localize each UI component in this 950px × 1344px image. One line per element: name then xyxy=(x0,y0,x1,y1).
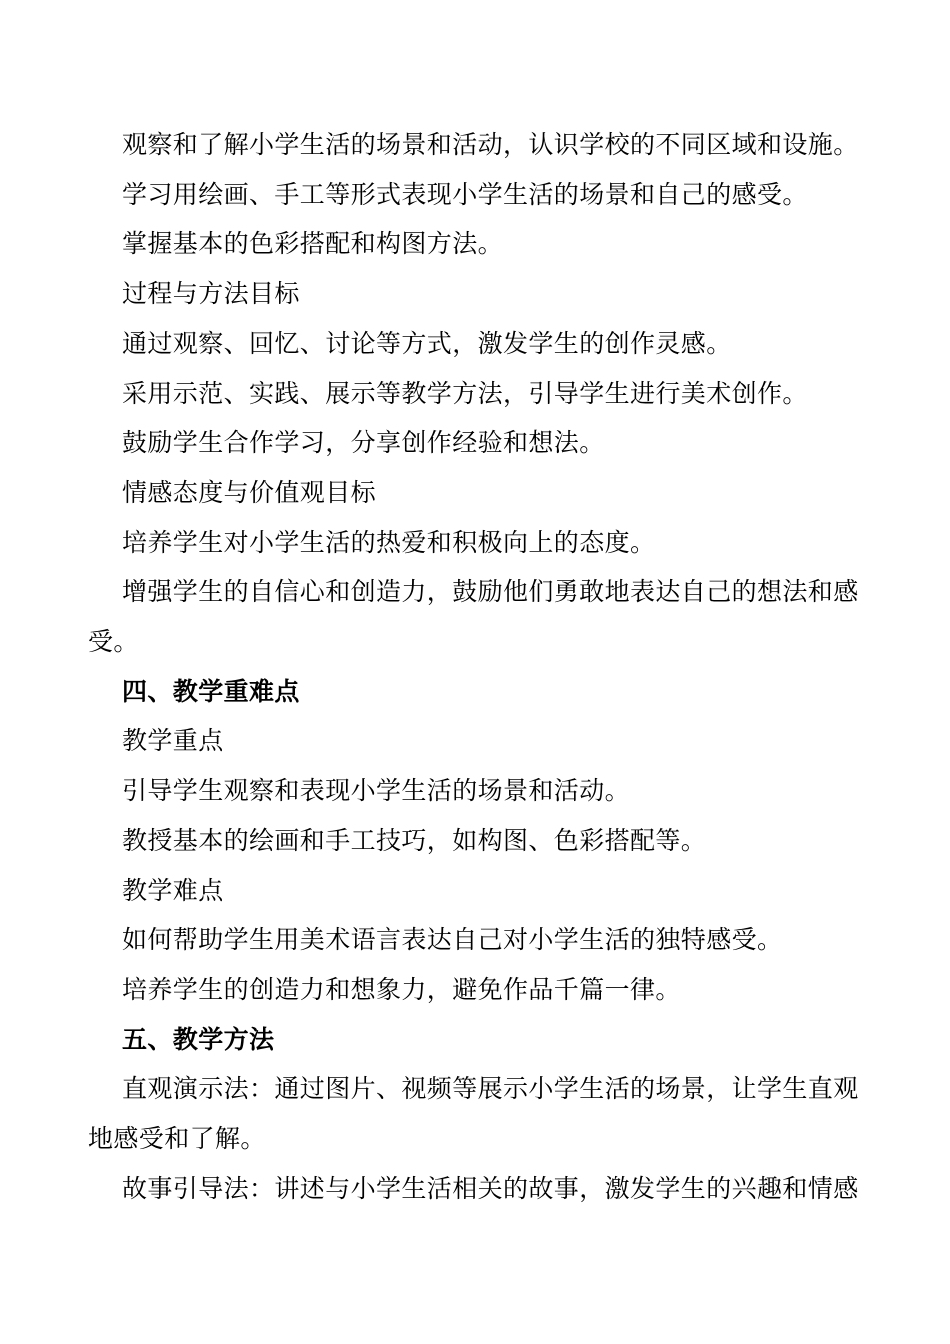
paragraph-visual-demonstration: 直观演示法：通过图片、视频等展示小学生活的场景，让学生直观地感受和了解。 xyxy=(88,1074,859,1154)
paragraph-guide-observation: 引导学生观察和表现小学生活的场景和活动。 xyxy=(122,776,631,806)
paragraph-teach-basic-skills: 教授基本的绘画和手工技巧，如构图、色彩搭配等。 xyxy=(122,825,707,855)
document-body xyxy=(88,120,863,1213)
paragraph-observe-school-life: 观察和了解小学生活的场景和活动，认识学校的不同区域和设施。 xyxy=(122,130,859,159)
paragraph-inspire-creativity: 通过观察、回忆、讨论等方式，激发学生的创作灵感。 xyxy=(122,328,732,358)
paragraph-avoid-uniform-works: 培养学生的创造力和想象力，避免作品千篇一律。 xyxy=(122,974,681,1004)
subheading-process-method-goals: 过程与方法目标 xyxy=(122,279,300,309)
paragraph-love-school-life: 培养学生对小学生活的热爱和积极向上的态度。 xyxy=(122,527,656,557)
subheading-teaching-focus: 教学重点 xyxy=(122,726,224,756)
heading-key-difficult-points: 四、教学重难点 xyxy=(122,676,300,706)
heading-teaching-methods: 五、教学方法 xyxy=(122,1024,275,1054)
paragraph-cooperative-learning: 鼓励学生合作学习，分享创作经验和想法。 xyxy=(122,428,605,458)
paragraph-teaching-methods-demo: 采用示范、实践、展示等教学方法，引导学生进行美术创作。 xyxy=(122,378,808,408)
paragraph-learn-drawing-craft: 学习用绘画、手工等形式表现小学生活的场景和自己的感受。 xyxy=(122,179,808,209)
paragraph-express-feelings: 如何帮助学生用美术语言表达自己对小学生活的独特感受。 xyxy=(122,925,783,955)
paragraph-master-color-composition: 掌握基本的色彩搭配和构图方法。 xyxy=(122,229,504,259)
paragraph-confidence-creativity: 增强学生的自信心和创造力，鼓励他们勇敢地表达自己的想法和感受。 xyxy=(88,577,859,657)
paragraph-story-guidance: 故事引导法：讲述与小学生活相关的故事，激发学生的兴趣和情感 xyxy=(122,1173,859,1203)
subheading-emotion-values-goals: 情感态度与价值观目标 xyxy=(122,477,377,507)
subheading-teaching-difficulty: 教学难点 xyxy=(122,875,224,905)
